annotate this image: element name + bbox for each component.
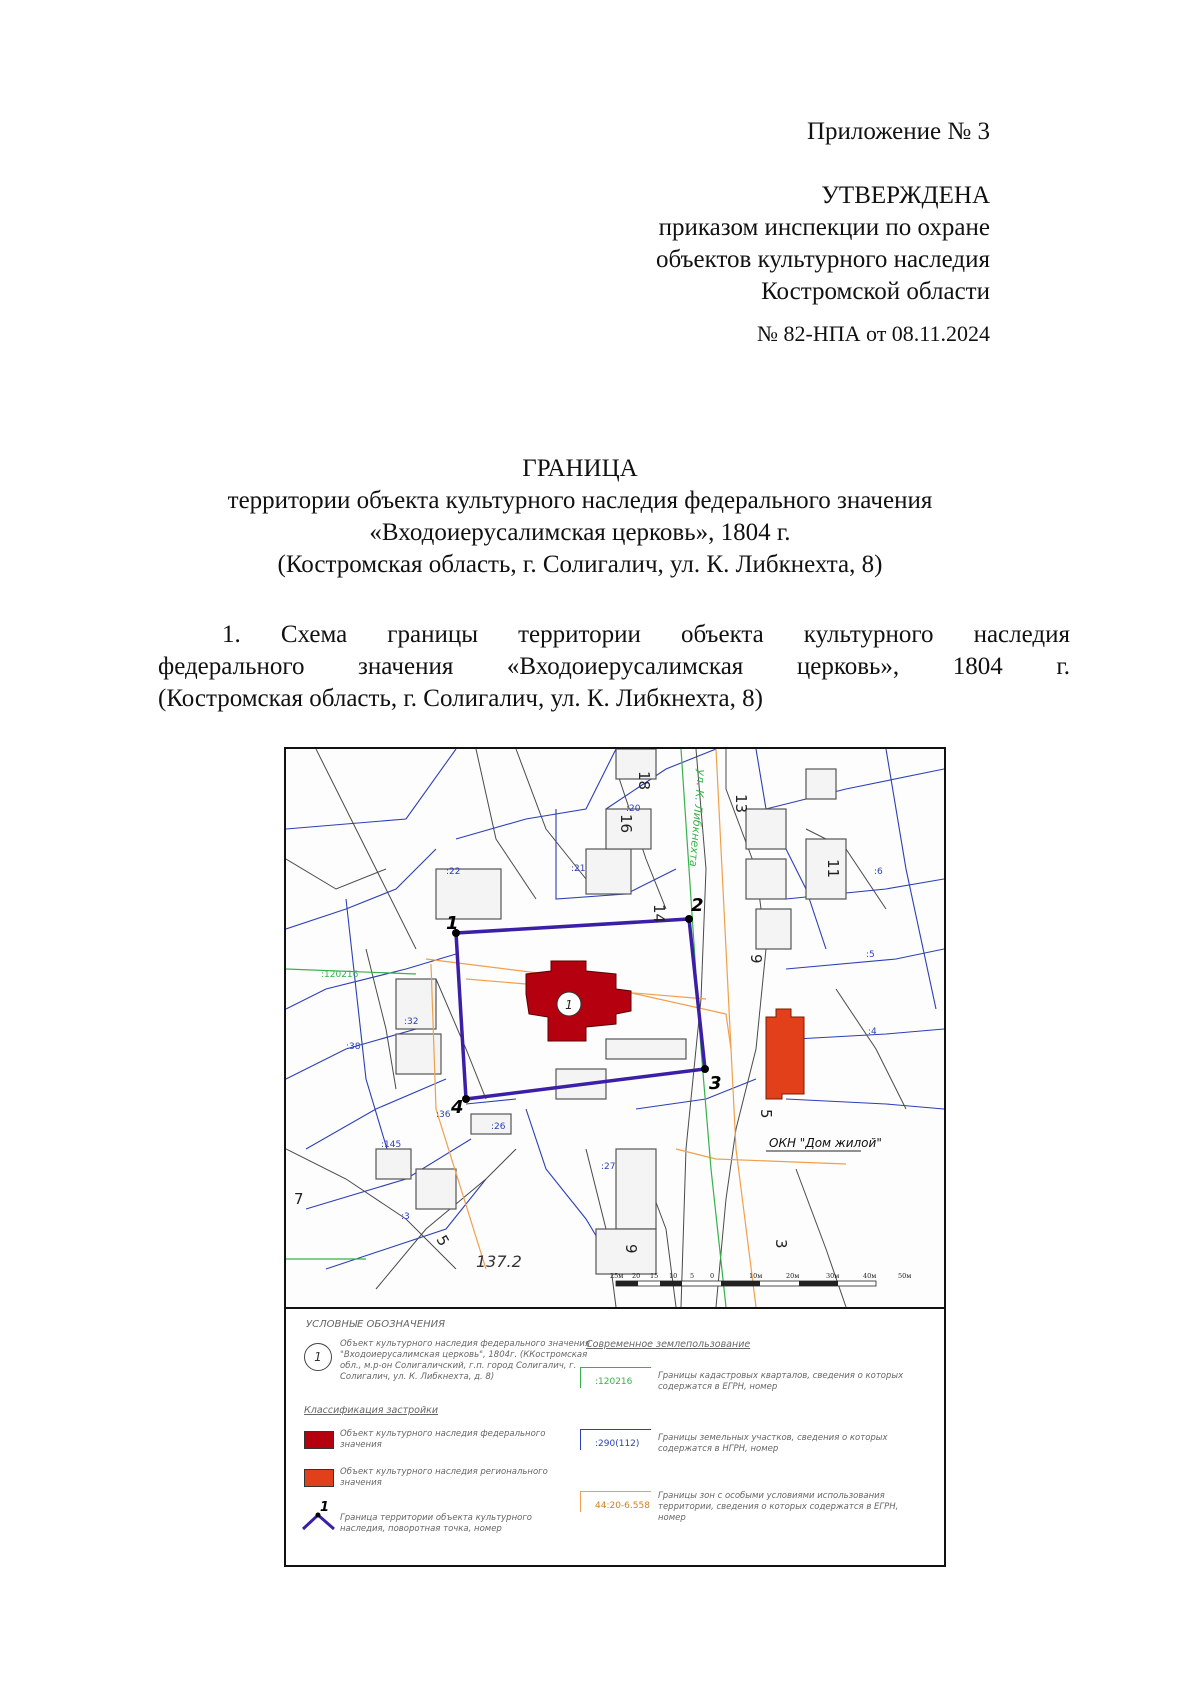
object-marker-label: 1 — [565, 998, 573, 1012]
legend-federal-swatch — [304, 1431, 334, 1449]
house-number: 3 — [772, 1239, 790, 1249]
turning-point-4: 4 — [451, 1097, 464, 1118]
title-heading: ГРАНИЦА — [522, 455, 638, 482]
street-label: ул. К. Либкнехта — [686, 768, 708, 868]
legend-title: УСЛОВНЫЕ ОБОЗНАЧЕНИЯ — [306, 1319, 446, 1330]
scale-label: 25м — [610, 1272, 624, 1280]
legend-object-text: Объект культурного наследия федерального значения "Входоиерусалимская церковь", 1804г. (ККостромская обл., м.р-он Солигаличский, г.п. город Солигалич, г. Солигалич, ул. К. Либкнехта, д. 8) — [340, 1339, 590, 1382]
okn-label: ОКН "Дом жилой" — [769, 1136, 882, 1150]
title-line: территории объекта культурного наследия федерального значения — [227, 487, 933, 514]
turning-point-3: 3 — [709, 1073, 722, 1094]
plot-label: :32 — [404, 1017, 419, 1027]
legend-boundary-text: Граница территории объекта культурного наследия, поворотная точка, номер — [340, 1513, 532, 1534]
house-number: 13 — [732, 794, 750, 814]
legend-zone-text: Границы зон с особыми условиями использования территории, сведения о которых содержатся в ЕГРН, номер — [658, 1491, 899, 1523]
house-number: 7 — [294, 1190, 304, 1208]
house-number: 18 — [635, 771, 653, 791]
legend-zone-code: 44:20-6.558 — [595, 1501, 650, 1511]
plot-label: :38 — [346, 1042, 361, 1052]
paragraph-line: 1. Схема границы территории объекта культурного наследия — [222, 621, 1070, 648]
turning-point-2: 2 — [691, 895, 704, 916]
document-title — [0, 453, 1160, 581]
boundary-scheme-figure — [284, 747, 946, 1567]
scheme-paragraph — [158, 619, 1070, 715]
legend-regional-swatch — [304, 1469, 334, 1487]
legend-classification-heading: Классификация застройки — [304, 1405, 439, 1416]
legend-regional-text: Объект культурного наследия регионального значения — [340, 1467, 548, 1488]
approval-line: объектов культурного наследия — [656, 246, 990, 273]
plot-label: :3 — [401, 1212, 410, 1222]
scale-label: 15 — [650, 1272, 659, 1280]
plot-label: :145 — [381, 1140, 402, 1150]
legend-federal-text: Объект культурного наследия федерального значения — [340, 1429, 546, 1450]
legend-quarter-code: :120216 — [595, 1377, 633, 1387]
house-number: 16 — [617, 814, 635, 834]
boundary-map — [286, 749, 944, 1307]
scale-label: 5 — [690, 1272, 695, 1280]
approval-line: Костромской области — [761, 278, 990, 305]
plot-label: :4 — [868, 1027, 877, 1037]
plot-label: :27 — [601, 1162, 616, 1172]
paragraph-line: (Костромская область, г. Солигалич, ул. К. Либкнехта, 8) — [158, 685, 763, 712]
title-line: «Входоиерусалимская церковь», 1804 г. — [369, 519, 791, 546]
house-number: 14 — [650, 904, 668, 924]
legend-boundary-symbol — [300, 1499, 340, 1535]
legend-plot-symbol — [580, 1429, 651, 1450]
house-number: 11 — [824, 859, 842, 879]
house-number: 5 — [757, 1109, 775, 1119]
plot-label: :21 — [571, 864, 586, 874]
turning-point-1: 1 — [446, 913, 459, 934]
order-number: № 82-НПА от 08.11.2024 — [757, 321, 990, 346]
map-legend — [286, 1307, 944, 1567]
plot-label: :5 — [866, 950, 875, 960]
approval-block — [656, 180, 990, 350]
scale-label: 10м — [749, 1272, 763, 1280]
legend-quarter-text: Границы кадастровых кварталов, сведения о которых содержатся в ЕГРН, номер — [658, 1371, 904, 1392]
plot-label: :36 — [436, 1110, 451, 1120]
legend-plot-text: Границы земельных участков, сведения о которых содержатся в НГРН, номер — [658, 1433, 888, 1454]
legend-quarter-symbol — [580, 1367, 651, 1388]
legend-boundary-marker: 1 — [320, 1500, 330, 1515]
scale-label: 0 — [710, 1272, 715, 1280]
house-number: 9 — [747, 954, 765, 964]
legend-land-use-heading: Современное землепользование — [586, 1339, 751, 1350]
legend-zone-symbol — [580, 1491, 651, 1512]
regional-object-shape — [766, 1009, 804, 1099]
plot-label: :120216 — [321, 970, 359, 980]
scale-bar — [610, 1272, 911, 1286]
scale-label: 30м — [826, 1272, 840, 1280]
plot-label: :6 — [874, 867, 883, 877]
house-number: 5 — [432, 1232, 453, 1250]
scale-label: 20м — [786, 1272, 800, 1280]
contour-label: 137.2 — [476, 1252, 522, 1271]
paragraph-line: федерального значения «Входоиерусалимская церковь», 1804 г. — [158, 653, 1070, 680]
topographic-linework — [286, 749, 906, 1307]
scale-label: 10 — [669, 1272, 678, 1280]
scale-label: 50м — [898, 1272, 912, 1280]
legend-plot-code: :290(112) — [595, 1439, 640, 1449]
approval-line: приказом инспекции по охране — [658, 214, 990, 241]
plot-label: :20 — [626, 804, 641, 814]
house-number: 9 — [622, 1244, 640, 1254]
plot-label: :22 — [446, 867, 461, 877]
plot-label: :26 — [491, 1122, 506, 1132]
legend-object-marker: 1 — [304, 1343, 332, 1371]
scale-label: 40м — [863, 1272, 877, 1280]
scale-label: 20 — [632, 1272, 641, 1280]
cadastral-quarter-lines — [286, 749, 726, 1307]
title-line: (Костромская область, г. Солигалич, ул. К. Либкнехта, 8) — [277, 551, 883, 578]
approved-label: УТВЕРЖДЕНА — [821, 182, 990, 209]
appendix-label: Приложение № 3 — [806, 118, 990, 145]
